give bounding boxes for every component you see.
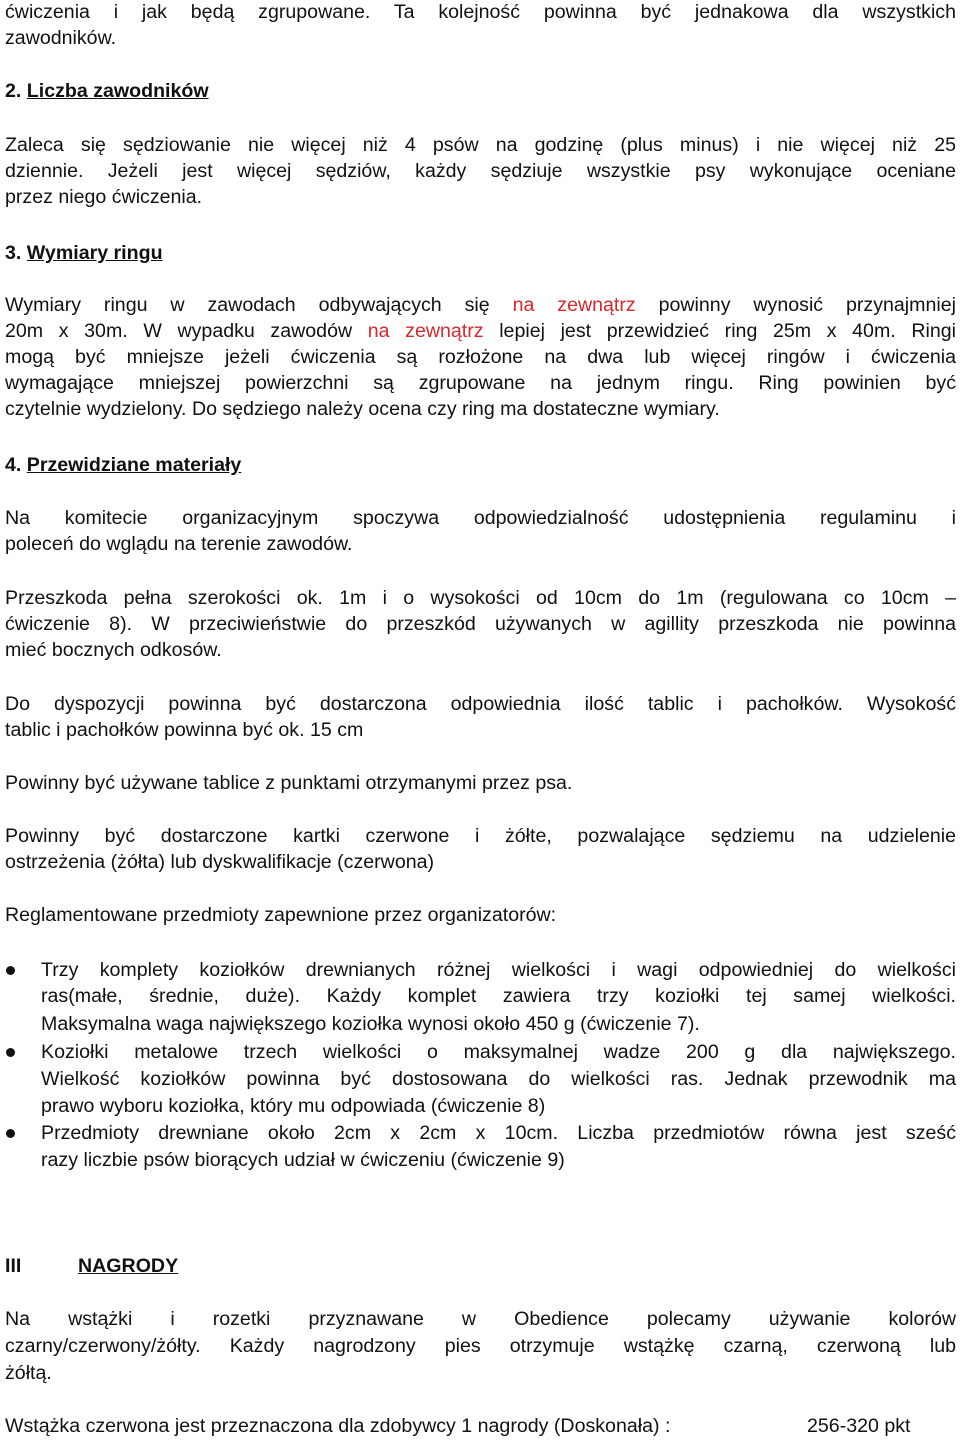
list-item-line: ras(małe, średnie, duże). Każdy komplet zawiera trzy koziołki tej samej wielkości. xyxy=(41,985,956,1007)
text-run: Wstążka czerwona jest przeznaczona dla zdobywcy 1 nagrody (Doskonała) : xyxy=(5,1415,671,1437)
text-line: Na komitecie organizacyjnym spoczywa odpowiedzialność udostępnienia regulaminu i xyxy=(5,507,956,529)
text-line: czytelnie wydzielony. Do sędziego należy ocena czy ring ma dostateczne wymiary. xyxy=(5,398,720,420)
text-run: powinny wynosić przynajmniej xyxy=(635,294,956,316)
text-run: lepiej jest przewidzieć ring 25m x 40m. Ringi xyxy=(483,320,956,342)
points-range: 256-320 pkt xyxy=(807,1415,911,1437)
text-line: Przeszkoda pełna szerokości ok. 1m i o wysokości od 10cm do 1m (regulowana co 10cm – xyxy=(5,587,956,609)
text-line: dziennie. Jeżeli jest więcej sędziów, każdy sędziuje wszystkie psy wykonujące oceniane xyxy=(5,160,956,182)
list-item-line: Trzy komplety koziołków drewnianych różnej wielkości i wagi odpowiedniej do wielkości xyxy=(41,959,956,981)
text-line: zawodników. xyxy=(5,27,117,49)
text-line xyxy=(5,293,956,317)
section-heading xyxy=(5,241,956,265)
section-title: Przewidziane materiały xyxy=(26,454,242,476)
text-line: wymagające mniejszej powierzchni są zgrupowane na jednym ringu. Ring powinien być xyxy=(5,372,956,394)
section-title: Liczba zawodników xyxy=(26,80,209,102)
text-line: Reglamentowane przedmioty zapewnione przez organizatorów: xyxy=(5,904,557,926)
section-number: III xyxy=(5,1255,22,1277)
bullet-icon xyxy=(6,1129,15,1138)
section-number: 3. xyxy=(5,242,22,264)
section-title: Wymiary ringu xyxy=(26,242,163,264)
list-item-line: razy liczbie psów biorących udział w ćwiczeniu (ćwiczenie 9) xyxy=(41,1149,565,1171)
list-item-line: Wielkość koziołków powinna być dostosowana do wielkości ras. Jednak przewodnik ma xyxy=(41,1068,956,1090)
text-line: Na wstążki i rozetki przyznawane w Obedience polecamy używanie kolorów xyxy=(5,1308,956,1330)
text-line: ćwiczenia i jak będą zgrupowane. Ta kolejność powinna być jednakowa dla wszystkich xyxy=(5,1,956,23)
text-line xyxy=(5,319,956,343)
text-line: mieć bocznych odkosów. xyxy=(5,639,222,661)
text-line: czarny/czerwony/żółty. Każdy nagrodzony pies otrzymuje wstążkę czarną, czerwoną lub xyxy=(5,1335,956,1357)
list-item-line: Maksymalna waga największego koziołka wynosi około 450 g (ćwiczenie 7). xyxy=(41,1013,700,1035)
section-heading xyxy=(5,453,956,477)
section-title: NAGRODY xyxy=(78,1255,179,1277)
section-number: 2. xyxy=(5,80,22,102)
list-item-line: Przedmioty drewniane około 2cm x 2cm x 10cm. Liczba przedmiotów równa jest sześć xyxy=(41,1122,956,1144)
text-line: mogą być mniejsze jeżeli ćwiczenia są rozłożone na dwa lub więcej ringów i ćwiczenia xyxy=(5,346,956,368)
section-heading xyxy=(5,79,956,103)
highlight-text: na zewnątrz xyxy=(512,294,636,316)
list-item-line: Koziołki metalowe trzech wielkości o maksymalnej wadze 200 g dla największego. xyxy=(41,1041,956,1063)
bullet-icon xyxy=(6,966,15,975)
text-line: poleceń do wglądu na terenie zawodów. xyxy=(5,533,353,555)
text-run: 20m x 30m. W wypadku zawodów xyxy=(5,320,368,342)
text-line: Do dyspozycji powinna być dostarczona odpowiednia ilość tablic i pachołków. Wysokość xyxy=(5,693,956,715)
bullet-icon xyxy=(6,1048,15,1057)
section-number: 4. xyxy=(5,454,22,476)
highlight-text: na zewnątrz xyxy=(367,320,484,342)
text-line: przez niego ćwiczenia. xyxy=(5,186,203,208)
text-line: tablic i pachołków powinna być ok. 15 cm xyxy=(5,719,364,741)
text-line: żółtą. xyxy=(5,1362,52,1384)
list-item-line: prawo wyboru koziołka, który mu odpowiada (ćwiczenie 8) xyxy=(41,1095,546,1117)
text-line: ostrzeżenia (żółta) lub dyskwalifikacje (czerwona) xyxy=(5,851,435,873)
text-line xyxy=(5,1414,956,1438)
text-run: Wymiary ringu w zawodach odbywających się xyxy=(5,294,513,316)
text-line: Powinny być dostarczone kartki czerwone i żółte, pozwalające sędziemu na udzielenie xyxy=(5,825,956,847)
text-line: Zaleca się sędziowanie nie więcej niż 4 psów na godzinę (plus minus) i nie więcej niż 25 xyxy=(5,134,956,156)
text-line: Powinny być używane tablice z punktami otrzymanymi przez psa. xyxy=(5,772,573,794)
text-line: ćwiczenie 8). W przeciwieństwie do przeszkód używanych w agillity przeszkoda nie powinna xyxy=(5,613,956,635)
